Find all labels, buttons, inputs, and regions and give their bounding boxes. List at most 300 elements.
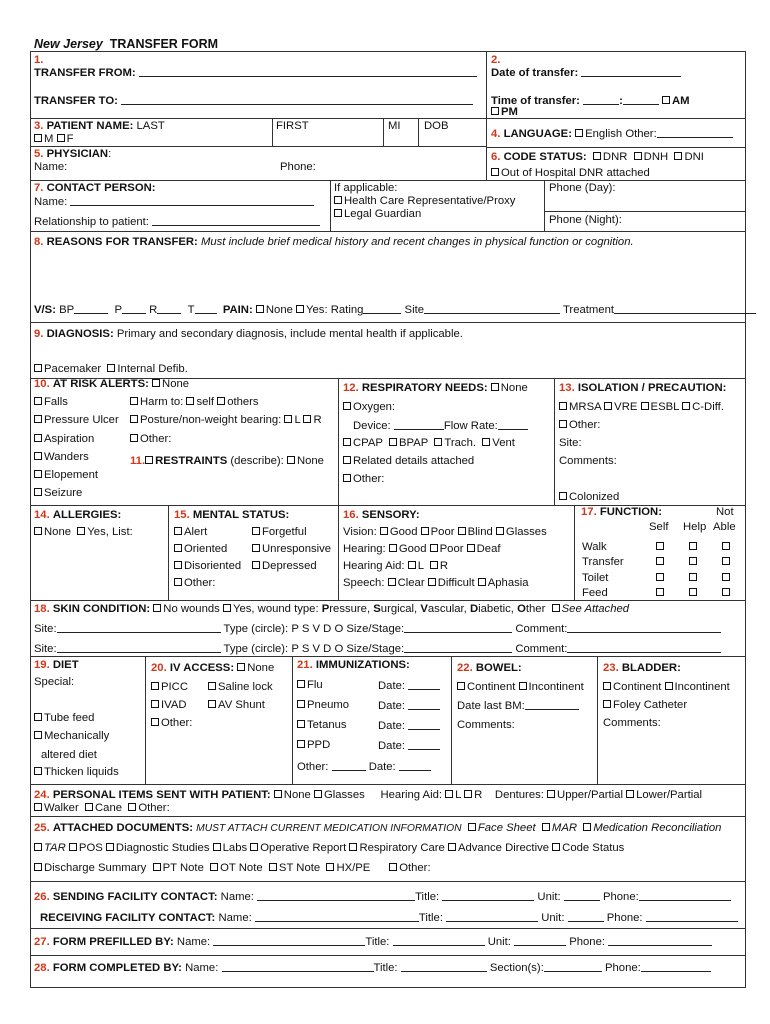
- physician-phone-label: Phone:: [280, 161, 316, 173]
- walker-checkbox[interactable]: [34, 803, 42, 811]
- seizure-option: Seizure: [34, 487, 82, 500]
- transfer-help-checkbox[interactable]: [689, 557, 697, 565]
- hearing-poor-checkbox[interactable]: [430, 544, 438, 552]
- pt-note-checkbox[interactable]: [153, 863, 161, 871]
- harm-self-checkbox[interactable]: [186, 397, 194, 405]
- blank-field[interactable]: [639, 890, 731, 901]
- respiratory-label: 12. RESPIRATORY NEEDS: None: [343, 382, 528, 394]
- blank-field[interactable]: [399, 760, 431, 771]
- internal-defib-checkbox[interactable]: [107, 364, 115, 372]
- tube-feed-option: Tube feed: [34, 712, 94, 725]
- at-risk-none-checkbox[interactable]: [152, 379, 160, 387]
- bladder-incontinent-checkbox[interactable]: [665, 682, 673, 690]
- cane-checkbox[interactable]: [85, 803, 93, 811]
- blank-field[interactable]: [408, 679, 440, 690]
- personal-items-row: 24. PERSONAL ITEMS SENT WITH PATIENT: None Glasses Hearing Aid: L R Dentures: Upper/Partial Lower/Partial: [34, 789, 703, 801]
- ooh-dnr-option: Out of Hospital DNR attached: [491, 167, 650, 180]
- picc-checkbox[interactable]: [151, 682, 159, 690]
- vital-signs-row: V/S: BP P R T PAIN: None Yes: Rating Site Treatment: [34, 303, 756, 317]
- pos-checkbox[interactable]: [69, 843, 77, 851]
- divider-line: [418, 118, 419, 146]
- see-attached-checkbox[interactable]: [552, 604, 560, 612]
- divider-line: [272, 118, 273, 146]
- phone-day-label: Phone (Day):: [549, 182, 616, 194]
- contact-name-field[interactable]: [70, 195, 314, 206]
- pressure-ulcer-option: Pressure Ulcer: [34, 414, 119, 427]
- divider-line: [30, 231, 746, 232]
- last-bm-label: Date last BM:: [457, 699, 579, 713]
- hearing-row: Hearing: Good Poor Deaf: [343, 543, 501, 555]
- mech-altered-checkbox[interactable]: [34, 731, 42, 739]
- blank-field[interactable]: [363, 303, 401, 314]
- physician-label: 5. PHYSICIAN:: [34, 148, 112, 160]
- pressure-ulcer-checkbox[interactable]: [34, 415, 42, 423]
- s1-number: 1.: [34, 54, 44, 66]
- pacemaker-checkbox[interactable]: [34, 364, 42, 372]
- transfer-to-field[interactable]: [121, 94, 473, 105]
- divider-line: [30, 656, 746, 657]
- pain-yes-checkbox[interactable]: [296, 305, 304, 313]
- blank-field[interactable]: [195, 303, 217, 314]
- blank-field[interactable]: [408, 719, 440, 730]
- attached-docs-row-1: 25. ATTACHED DOCUMENTS: MUST ATTACH CURRENT MEDICATION INFORMATION Face Sheet MAR Medication Reconciliation: [34, 822, 722, 834]
- alert-option: Alert: [174, 526, 207, 539]
- labs-checkbox[interactable]: [213, 843, 221, 851]
- contact-name-label: Name:: [34, 195, 314, 209]
- legal-guardian-option: Legal Guardian: [334, 208, 421, 221]
- patient-name-label: 3. PATIENT NAME: LAST: [34, 120, 165, 132]
- blank-field[interactable]: [525, 699, 579, 710]
- function-help-header: Help: [683, 521, 707, 533]
- prefilled-by-row: 27. FORM PREFILLED BY: Name: Title: Unit: Phone:: [34, 935, 712, 949]
- transfer-from-label: TRANSFER FROM:: [34, 66, 477, 80]
- av-shunt-checkbox[interactable]: [208, 700, 216, 708]
- divider-line: [30, 881, 746, 882]
- isolation-other-checkbox[interactable]: [559, 420, 567, 428]
- elopement-checkbox[interactable]: [34, 470, 42, 478]
- immunization-other: Other: Date:: [297, 760, 431, 774]
- ivad-checkbox[interactable]: [151, 700, 159, 708]
- allergies-yes-checkbox[interactable]: [77, 527, 85, 535]
- relationship-label: Relationship to patient:: [34, 215, 320, 229]
- allergies-none-checkbox[interactable]: [34, 527, 42, 535]
- cpap-checkbox[interactable]: [343, 438, 351, 446]
- colonized-checkbox[interactable]: [559, 492, 567, 500]
- forgetful-option: Forgetful: [252, 526, 307, 539]
- disoriented-checkbox[interactable]: [174, 561, 182, 569]
- function-self-header: Self: [649, 521, 669, 533]
- blank-field[interactable]: [57, 622, 221, 633]
- bladder-options: Continent Incontinent: [603, 681, 730, 694]
- mar-checkbox[interactable]: [542, 823, 550, 831]
- diagnosis-label: 9. DIAGNOSIS: Primary and secondary diagnosis, include mental health if applicable.: [34, 328, 463, 340]
- language-other-field[interactable]: [657, 127, 733, 138]
- av-shunt-option: AV Shunt: [208, 699, 265, 712]
- aspiration-checkbox[interactable]: [34, 434, 42, 442]
- blank-field[interactable]: [564, 890, 600, 901]
- tetanus-option: Tetanus: [297, 719, 347, 732]
- esbl-checkbox[interactable]: [641, 402, 649, 410]
- divider-line: [544, 180, 545, 231]
- blank-field[interactable]: [514, 935, 566, 946]
- flu-checkbox[interactable]: [297, 680, 305, 688]
- trach-checkbox[interactable]: [434, 438, 442, 446]
- tar-checkbox[interactable]: [34, 843, 42, 851]
- blank-field[interactable]: [408, 699, 440, 710]
- function-row-feed: Feed: [582, 587, 608, 599]
- completed-by-row: 28. FORM COMPLETED BY: Name: Title: Section(s): Phone:: [34, 961, 711, 975]
- ot-note-checkbox[interactable]: [210, 863, 218, 871]
- transfer-from-field[interactable]: [139, 66, 477, 77]
- ppd-checkbox[interactable]: [297, 740, 305, 748]
- depressed-option: Depressed: [252, 560, 317, 573]
- cdiff-checkbox[interactable]: [682, 402, 690, 410]
- divider-line: [338, 505, 339, 600]
- blank-field[interactable]: [404, 622, 512, 633]
- posture-l-checkbox[interactable]: [284, 415, 292, 423]
- blank-field[interactable]: [393, 935, 485, 946]
- vision-good-checkbox[interactable]: [380, 527, 388, 535]
- falls-option: Falls: [34, 396, 68, 409]
- foley-checkbox[interactable]: [603, 700, 611, 708]
- time-of-transfer-label: Time of transfer: : AM: [491, 95, 690, 107]
- items-glasses-checkbox[interactable]: [314, 790, 322, 798]
- pneumo-date: Date:: [378, 699, 440, 713]
- items-none-checkbox[interactable]: [274, 790, 282, 798]
- immunizations-label: 21. IMMUNIZATIONS:: [297, 659, 410, 671]
- vre-checkbox[interactable]: [604, 402, 612, 410]
- function-able-header: Able: [713, 521, 736, 533]
- bpap-checkbox[interactable]: [389, 438, 397, 446]
- mental-other-option: Other:: [174, 577, 215, 590]
- iv-access-label: 20. IV ACCESS: None: [151, 662, 275, 674]
- diet-label: 19. DIET: [34, 659, 79, 671]
- divider-line: [30, 180, 746, 181]
- hearing-aid-row: Hearing Aid: L R: [343, 560, 449, 572]
- oriented-checkbox[interactable]: [174, 544, 182, 552]
- pm-option: PM: [491, 106, 518, 119]
- skin-condition-row: 18. SKIN CONDITION: No wounds Yes, wound type: Pressure, Surgical, Vascular, Diabetic, Other See Attached: [34, 603, 630, 615]
- unresponsive-checkbox[interactable]: [252, 544, 260, 552]
- posture-option: Posture/non-weight bearing: L R: [130, 414, 322, 427]
- blank-field[interactable]: [424, 303, 560, 314]
- seizure-checkbox[interactable]: [34, 488, 42, 496]
- foley-option: Foley Catheter: [603, 699, 687, 712]
- restraints-row: 11. RESTRAINTS (describe): None: [130, 455, 324, 467]
- divider-line: [30, 146, 486, 147]
- no-wounds-checkbox[interactable]: [153, 604, 161, 612]
- time-hour-field[interactable]: [583, 94, 619, 105]
- resp-none-checkbox[interactable]: [491, 383, 499, 391]
- divider-line: [544, 211, 746, 212]
- dentures-lower-checkbox[interactable]: [626, 790, 634, 798]
- divider-line: [486, 147, 746, 148]
- blank-field[interactable]: [446, 911, 538, 922]
- walk-notable-checkbox[interactable]: [722, 542, 730, 550]
- blank-field[interactable]: [544, 961, 602, 972]
- harm-others-checkbox[interactable]: [217, 397, 225, 405]
- bladder-continent-checkbox[interactable]: [603, 682, 611, 690]
- mi-label: MI: [388, 120, 401, 132]
- blank-field[interactable]: [567, 642, 721, 653]
- code-status-doc-checkbox[interactable]: [552, 843, 560, 851]
- walk-self-checkbox[interactable]: [656, 542, 664, 550]
- tube-feed-checkbox[interactable]: [34, 713, 42, 721]
- blank-field[interactable]: [255, 911, 419, 922]
- dnh-checkbox[interactable]: [634, 152, 642, 160]
- iv-other-option: Other:: [151, 717, 192, 730]
- blank-field[interactable]: [408, 739, 440, 750]
- vision-glasses-checkbox[interactable]: [496, 527, 504, 535]
- form-title: New Jersey TRANSFER FORM: [34, 37, 219, 51]
- sending-facility-row: 26. SENDING FACILITY CONTACT: Name: Title: Unit: Phone:: [34, 890, 731, 904]
- isolation-site-label: Site:: [559, 437, 582, 449]
- resp-devices-row: CPAP BPAP Trach. Vent: [343, 437, 515, 450]
- flu-option: Flu: [297, 679, 323, 692]
- blank-field[interactable]: [404, 642, 512, 653]
- blank-field[interactable]: [568, 911, 604, 922]
- speech-aphasia-checkbox[interactable]: [478, 578, 486, 586]
- divider-line: [30, 600, 746, 601]
- bowel-options: Continent Incontinent: [457, 681, 584, 694]
- allergies-options: None Yes, List:: [34, 526, 133, 539]
- function-row-walk: Walk: [582, 541, 607, 553]
- dnr-checkbox[interactable]: [593, 152, 601, 160]
- at-risk-other-checkbox[interactable]: [130, 434, 138, 442]
- dob-label: DOB: [424, 120, 449, 132]
- vision-poor-checkbox[interactable]: [421, 527, 429, 535]
- pneumo-checkbox[interactable]: [297, 700, 305, 708]
- transfer-self-checkbox[interactable]: [656, 557, 664, 565]
- if-applicable-label: If applicable:: [334, 182, 398, 194]
- male-checkbox[interactable]: [34, 134, 42, 142]
- personal-items-row-2: Walker Cane Other:: [34, 802, 170, 815]
- hearing-aid-l-checkbox[interactable]: [408, 561, 416, 569]
- function-label: 17. FUNCTION:: [581, 506, 662, 518]
- blank-field[interactable]: [122, 303, 146, 314]
- sensory-label: 16. SENSORY:: [343, 509, 420, 521]
- blank-field[interactable]: [74, 303, 108, 314]
- isolation-types-row: MRSA VRE ESBL C-Diff.: [559, 401, 724, 414]
- restraints-checkbox[interactable]: [145, 456, 153, 464]
- resp-care-checkbox[interactable]: [349, 843, 357, 851]
- feed-notable-checkbox[interactable]: [722, 588, 730, 596]
- flu-date: Date:: [378, 679, 440, 693]
- blank-field[interactable]: [614, 303, 756, 314]
- divider-line: [574, 505, 575, 600]
- oxygen-device-row: Device: Flow Rate:: [353, 419, 528, 433]
- blank-field[interactable]: [442, 890, 534, 901]
- wounds-yes-checkbox[interactable]: [223, 604, 231, 612]
- blank-field[interactable]: [646, 911, 738, 922]
- thicken-checkbox[interactable]: [34, 767, 42, 775]
- face-sheet-checkbox[interactable]: [468, 823, 476, 831]
- pm-checkbox[interactable]: [491, 107, 499, 115]
- blank-field[interactable]: [608, 935, 712, 946]
- blank-field[interactable]: [332, 760, 366, 771]
- harm-checkbox[interactable]: [130, 397, 138, 405]
- at-risk-label: 10. AT RISK ALERTS: None: [34, 378, 190, 390]
- aspiration-option: Aspiration: [34, 433, 94, 446]
- saline-lock-checkbox[interactable]: [208, 682, 216, 690]
- toilet-help-checkbox[interactable]: [689, 573, 697, 581]
- discharge-summary-checkbox[interactable]: [34, 863, 42, 871]
- divider-line: [145, 656, 146, 784]
- oxygen-option: Oxygen:: [343, 401, 395, 414]
- divider-line: [330, 180, 331, 231]
- dentures-upper-checkbox[interactable]: [547, 790, 555, 798]
- pneumo-option: Pneumo: [297, 699, 349, 712]
- unresponsive-option: Unresponsive: [252, 543, 331, 556]
- blank-field[interactable]: [641, 961, 711, 972]
- divider-line: [30, 118, 746, 119]
- phone-night-label: Phone (Night):: [549, 214, 622, 226]
- hearing-aid-r-checkbox[interactable]: [430, 561, 438, 569]
- resp-related-checkbox[interactable]: [343, 456, 351, 464]
- divider-line: [486, 51, 487, 180]
- bowel-label: 22. BOWEL:: [457, 662, 522, 674]
- items-aid-r-checkbox[interactable]: [464, 790, 472, 798]
- ooh-dnr-checkbox[interactable]: [491, 168, 499, 176]
- divider-line: [451, 656, 452, 784]
- thicken-option: Thicken liquids: [34, 766, 119, 779]
- bladder-comments-label: Comments:: [603, 717, 661, 729]
- blank-field[interactable]: [222, 961, 374, 972]
- posture-r-checkbox[interactable]: [303, 415, 311, 423]
- speech-difficult-checkbox[interactable]: [428, 578, 436, 586]
- wanders-option: Wanders: [34, 451, 89, 464]
- posture-checkbox[interactable]: [130, 415, 138, 423]
- feed-self-checkbox[interactable]: [656, 588, 664, 596]
- skin-site-row-1: Site: Type (circle): P S V D O Size/Stage: Comment:: [34, 622, 721, 636]
- st-note-checkbox[interactable]: [269, 863, 277, 871]
- falls-checkbox[interactable]: [34, 397, 42, 405]
- walk-help-checkbox[interactable]: [689, 542, 697, 550]
- divider-line: [30, 928, 746, 929]
- attached-docs-row-3: Discharge Summary PT Note OT Note ST Note HX/PE Other:: [34, 862, 431, 875]
- docs-other-checkbox[interactable]: [389, 863, 397, 871]
- resp-other-checkbox[interactable]: [343, 474, 351, 482]
- transfer-notable-checkbox[interactable]: [722, 557, 730, 565]
- speech-clear-checkbox[interactable]: [388, 578, 396, 586]
- toilet-notable-checkbox[interactable]: [722, 573, 730, 581]
- reasons-label: 8. REASONS FOR TRANSFER: Must include brief medical history and recent changes in physical function or cognition.: [34, 236, 634, 248]
- ppd-date: Date:: [378, 739, 440, 753]
- code-status-row: 6. CODE STATUS: DNR DNH DNI: [491, 151, 704, 163]
- vision-blind-checkbox[interactable]: [458, 527, 466, 535]
- blank-field[interactable]: [498, 419, 528, 430]
- skin-site-row-2: Site: Type (circle): P S V D O Size/Stage: Comment:: [34, 642, 721, 656]
- diag-studies-checkbox[interactable]: [106, 843, 114, 851]
- ivad-option: IVAD: [151, 699, 187, 712]
- date-of-transfer-label: Date of transfer:: [491, 66, 681, 80]
- elopement-option: Elopement: [34, 469, 98, 482]
- relationship-field[interactable]: [152, 215, 320, 226]
- mrsa-checkbox[interactable]: [559, 402, 567, 410]
- divider-line: [30, 816, 746, 817]
- oxygen-checkbox[interactable]: [343, 402, 351, 410]
- blank-field[interactable]: [394, 419, 444, 430]
- ppd-option: PPD: [297, 739, 330, 752]
- physician-name-label: Name:: [34, 161, 68, 173]
- date-of-transfer-field[interactable]: [581, 66, 681, 77]
- blank-field[interactable]: [567, 622, 721, 633]
- pain-none-checkbox[interactable]: [256, 305, 264, 313]
- alert-checkbox[interactable]: [174, 527, 182, 535]
- female-checkbox[interactable]: [57, 134, 65, 142]
- med-rec-checkbox[interactable]: [583, 823, 591, 831]
- vent-checkbox[interactable]: [482, 438, 490, 446]
- allergies-label: 14. ALLERGIES:: [34, 509, 122, 521]
- divider-line: [30, 955, 746, 956]
- hcr-option: Health Care Representative/Proxy: [334, 195, 515, 208]
- bowel-comments-label: Comments:: [457, 719, 515, 731]
- oriented-option: Oriented: [174, 543, 227, 556]
- speech-row: Speech: Clear Difficult Aphasia: [343, 577, 529, 589]
- divider-line: [168, 505, 169, 600]
- restraints-none-checkbox[interactable]: [287, 456, 295, 464]
- op-report-checkbox[interactable]: [250, 843, 258, 851]
- iv-other-checkbox[interactable]: [151, 718, 159, 726]
- adv-directive-checkbox[interactable]: [448, 843, 456, 851]
- blank-field[interactable]: [401, 961, 487, 972]
- bowel-incontinent-checkbox[interactable]: [519, 682, 527, 690]
- divider-line: [30, 322, 746, 323]
- first-name-label: FIRST: [276, 120, 309, 132]
- time-minute-field[interactable]: [623, 94, 659, 105]
- resp-other-option: Other:: [343, 473, 384, 486]
- toilet-self-checkbox[interactable]: [656, 573, 664, 581]
- picc-option: PICC: [151, 681, 188, 694]
- blank-field[interactable]: [157, 303, 181, 314]
- device-options: Pacemaker Internal Defib.: [34, 363, 188, 376]
- contact-person-label: 7. CONTACT PERSON:: [34, 182, 156, 194]
- hearing-deaf-checkbox[interactable]: [467, 544, 475, 552]
- bladder-label: 23. BLADDER:: [603, 662, 681, 674]
- resp-related-option: Related details attached: [343, 455, 474, 468]
- s2-number: 2.: [491, 54, 501, 66]
- depressed-checkbox[interactable]: [252, 561, 260, 569]
- forgetful-checkbox[interactable]: [252, 527, 260, 535]
- vision-row: Vision: Good Poor Blind Glasses: [343, 526, 547, 538]
- altered-diet-text: altered diet: [41, 749, 97, 761]
- receiving-facility-row: RECEIVING FACILITY CONTACT: Name: Title: Unit: Phone:: [40, 911, 738, 925]
- items-other-checkbox[interactable]: [128, 803, 136, 811]
- hx-pe-checkbox[interactable]: [326, 863, 334, 871]
- blank-field[interactable]: [257, 890, 415, 901]
- english-checkbox[interactable]: [575, 129, 583, 137]
- iv-none-checkbox[interactable]: [237, 663, 245, 671]
- wanders-checkbox[interactable]: [34, 452, 42, 460]
- hcr-checkbox[interactable]: [334, 196, 342, 204]
- transfer-to-label: TRANSFER TO:: [34, 94, 473, 108]
- am-checkbox[interactable]: [662, 96, 670, 104]
- isolation-other-option: Other:: [559, 419, 600, 432]
- bowel-continent-checkbox[interactable]: [457, 682, 465, 690]
- diet-special-label: Special:: [34, 676, 75, 688]
- items-aid-l-checkbox[interactable]: [445, 790, 453, 798]
- tetanus-checkbox[interactable]: [297, 720, 305, 728]
- feed-help-checkbox[interactable]: [689, 588, 697, 596]
- mental-other-checkbox[interactable]: [174, 578, 182, 586]
- isolation-label: 13. ISOLATION / PRECAUTION:: [559, 382, 727, 394]
- blank-field[interactable]: [213, 935, 365, 946]
- divider-line: [383, 118, 384, 146]
- dni-checkbox[interactable]: [674, 152, 682, 160]
- blank-field[interactable]: [57, 642, 221, 653]
- hearing-good-checkbox[interactable]: [389, 544, 397, 552]
- legal-guardian-checkbox[interactable]: [334, 209, 342, 217]
